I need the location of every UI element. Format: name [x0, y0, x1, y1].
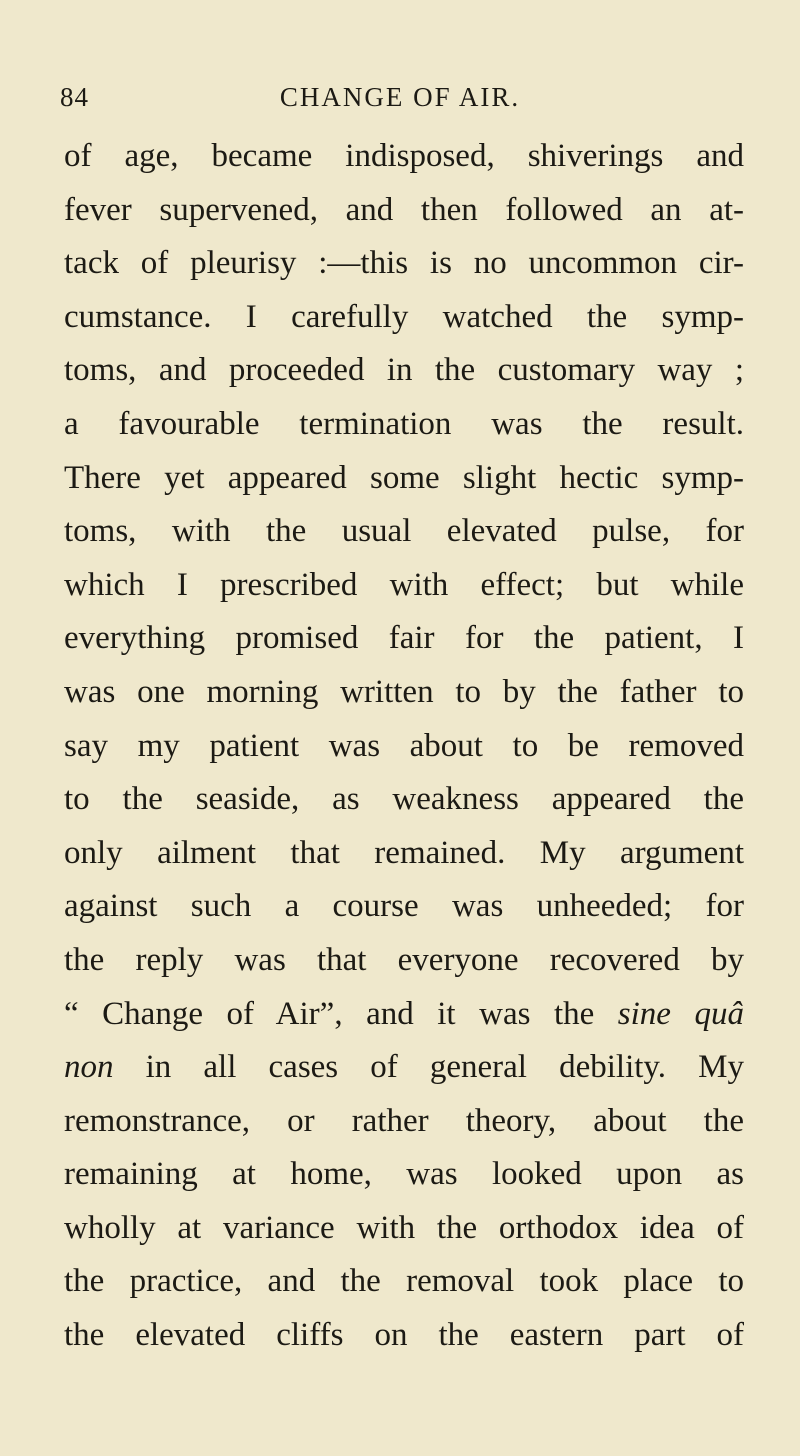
text-line: toms, and proceeded in the customary way ; [64, 352, 744, 389]
italic-phrase: non [64, 1049, 114, 1086]
text-line: of age, became indisposed, shiverings and [64, 138, 744, 174]
page-number: 84 [60, 82, 89, 112]
italic-phrase: sine quâ [617, 995, 744, 1032]
text-line: wholly at variance with the orthodox idea of [64, 1209, 744, 1246]
text-line: tack of pleurisy :—this is no uncommon cir- [64, 245, 744, 282]
text-line: say my patient was about to be removed [64, 727, 744, 764]
text-line: remaining at home, was looked upon as [64, 1156, 744, 1193]
text-line: fever supervened, and then followed an at- [64, 191, 744, 228]
text-line: against such a course was unheeded; for [64, 888, 744, 925]
text-line: the practice, and the removal took place to [64, 1263, 744, 1300]
running-title: CHANGE OF AIR. [279, 82, 521, 112]
text-line: the elevated cliffs on the eastern part of [64, 1317, 744, 1354]
text-line: the reply was that everyone recovered by [64, 941, 744, 978]
text-line: a favourable termination was the result. [64, 405, 744, 442]
line-text: in all cases of general debility. My [113, 1049, 744, 1086]
text-line: to the seaside, as weakness appeared the [64, 781, 744, 818]
body-text [64, 130, 744, 1363]
text-line [64, 988, 744, 1042]
text-line: was one morning written to by the father to [64, 673, 744, 710]
running-head [60, 82, 740, 118]
text-line: which I prescribed with effect; but while [64, 566, 744, 603]
text-line: toms, with the usual elevated pulse, for [64, 513, 744, 550]
text-line: remonstrance, or rather theory, about the [64, 1102, 744, 1139]
line-text: “ Change of Air”, and it was the [64, 995, 618, 1032]
text-line [64, 1041, 744, 1095]
text-line: There yet appeared some slight hectic symp- [64, 459, 744, 496]
text-line: cumstance. I carefully watched the symp- [64, 298, 744, 335]
text-line: everything promised fair for the patient, I [64, 620, 744, 657]
text-line: only ailment that remained. My argument [64, 834, 744, 871]
